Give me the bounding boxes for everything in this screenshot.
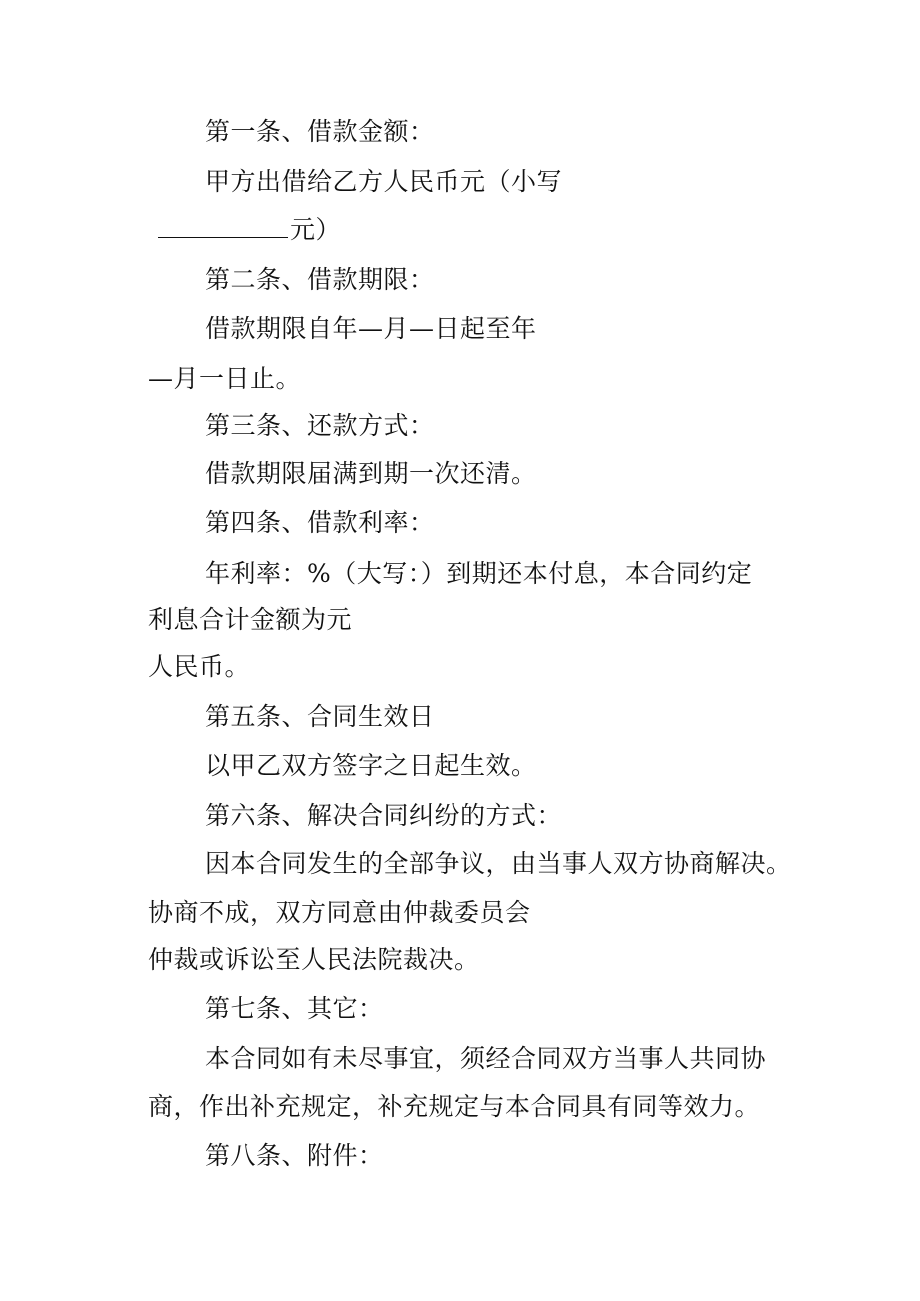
article-6-text: 因本合同发生的全部争议，由当事人双方协商解决。: [205, 849, 792, 878]
article-4-text-cont-2: 人民币。: [148, 652, 251, 681]
article-3-text: 借款期限届满到期一次还清。: [205, 459, 537, 488]
article-7-text-cont: 商，作出补充规定，补充规定与本合同具有同等效力。: [148, 1092, 761, 1121]
article-5-heading: 第五条、合同生效日: [205, 702, 435, 731]
article-2-text-cont: —月一日止。: [148, 364, 302, 393]
article-7-heading: 第七条、其它：: [205, 994, 384, 1023]
article-3-heading: 第三条、还款方式：: [205, 411, 435, 440]
amount-blank: [158, 215, 288, 238]
article-1-text: 甲方出借给乙方人民币元（小写: [205, 167, 563, 196]
article-6-heading: 第六条、解决合同纠纷的方式：: [205, 801, 563, 830]
article-4-heading: 第四条、借款利率：: [205, 508, 435, 537]
article-1-heading: 第一条、借款金额：: [205, 117, 435, 146]
article-1-amount-line: [158, 215, 341, 245]
article-6-text-cont: 协商不成，双方同意由仲裁委员会: [148, 898, 531, 927]
article-8-heading: 第八条、附件：: [205, 1141, 384, 1170]
article-2-heading: 第二条、借款期限：: [205, 265, 435, 294]
article-5-text: 以甲乙双方签字之日起生效。: [205, 751, 537, 780]
article-4-text-cont: 利息合计金额为元: [148, 605, 353, 634]
article-2-text: 借款期限自年—月—日起至年: [205, 314, 537, 343]
article-4-text: 年利率：%（大写：）到期还本付息，本合同约定: [205, 559, 753, 588]
article-6-text-cont-2: 仲裁或诉讼至人民法院裁决。: [148, 945, 480, 974]
article-1-amount-suffix: 元）: [290, 215, 342, 244]
article-7-text: 本合同如有未尽事宜，须经合同双方当事人共同协: [205, 1044, 767, 1073]
